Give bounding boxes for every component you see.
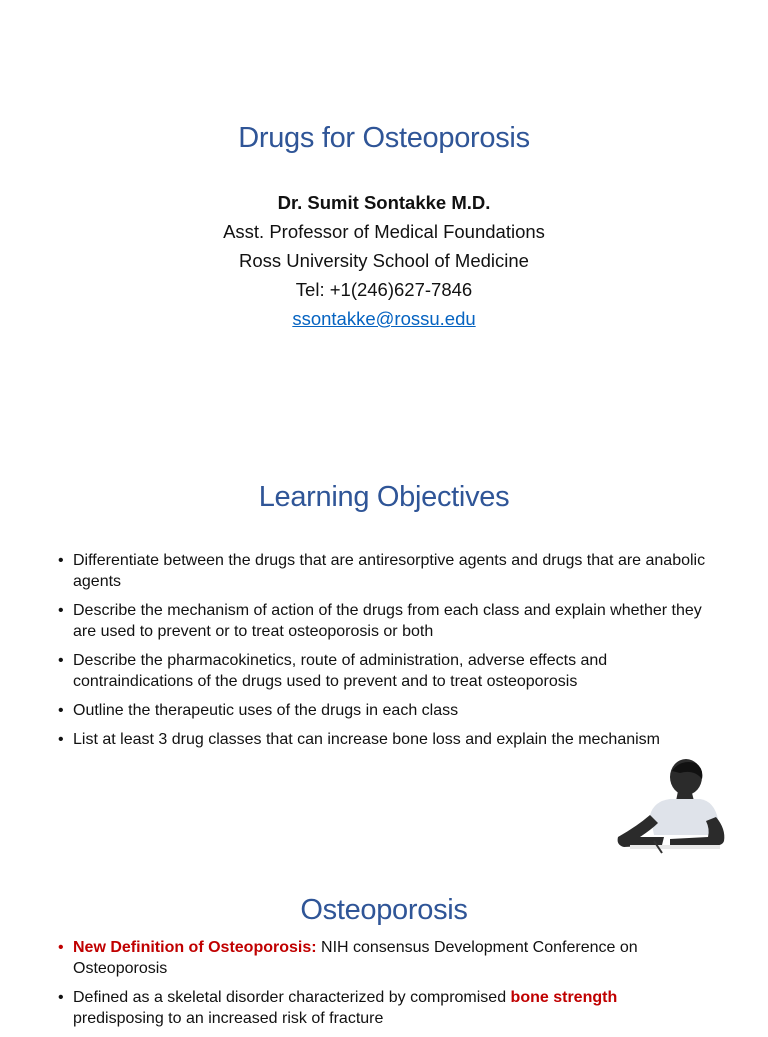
list-item <box>58 937 718 979</box>
title-slide <box>0 118 768 333</box>
author-name: Dr. Sumit Sontakke M.D. <box>277 192 491 213</box>
objectives-list <box>0 550 718 750</box>
list-item: • List at least 3 drug classes that can increase bone loss and explain the mechanism <box>58 729 718 750</box>
definition-text-continued: predisposing to an increased risk of fracture <box>73 1010 384 1027</box>
list-item <box>58 987 718 1029</box>
definition-highlight: New Definition of Osteoporosis: <box>73 939 317 956</box>
osteoporosis-slide <box>0 890 768 1037</box>
author-email-link[interactable]: ssontakke@rossu.edu <box>292 308 476 329</box>
list-item: • Describe the mechanism of action of the drugs from each class and explain whether they are used to prevent or to treat osteoporosis or both <box>58 600 718 642</box>
bone-strength-highlight: bone strength <box>510 989 618 1006</box>
definition-text: NIH consensus Development Conference on Osteoporosis <box>73 939 638 977</box>
author-position: Asst. Professor of Medical Foundations <box>223 221 545 242</box>
author-institution: Ross University School of Medicine <box>239 250 529 271</box>
osteoporosis-list <box>0 937 718 1029</box>
slide-title: Osteoporosis <box>300 894 468 926</box>
slide-title: Learning Objectives <box>258 481 510 513</box>
author-phone: Tel: +1(246)627-7846 <box>295 279 473 300</box>
author-info <box>0 188 768 333</box>
slide-title: Drugs for Osteoporosis <box>238 122 530 154</box>
list-item: • Describe the pharmacokinetics, route of administration, adverse effects and contraindications of the drugs used to prevent and to treat osteoporosis <box>58 650 718 692</box>
definition-text: Defined as a skeletal disorder characterized by compromised <box>73 989 511 1006</box>
objectives-slide <box>0 477 768 758</box>
student-writing-icon <box>610 757 730 857</box>
list-item: • Differentiate between the drugs that are antiresorptive agents and drugs that are anabolic agents <box>58 550 718 592</box>
list-item: • Outline the therapeutic uses of the drugs in each class <box>58 700 718 721</box>
